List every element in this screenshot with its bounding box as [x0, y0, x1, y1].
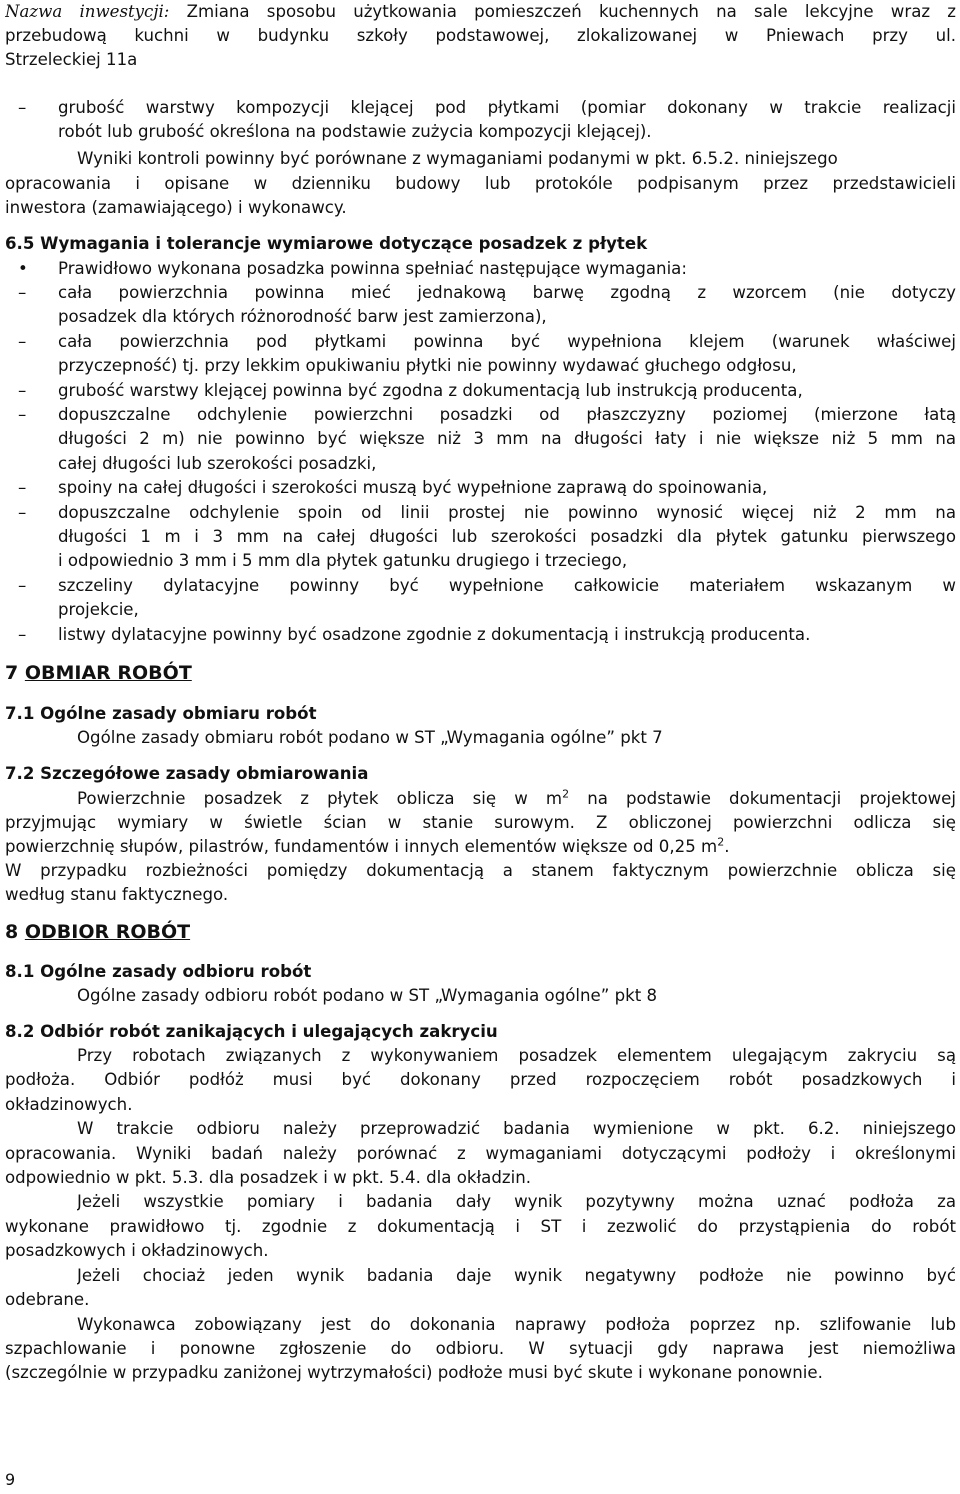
intro-dash-line-1: grubość warstwy kompozycji klejącej pod płytkami (pomiar dokonany w trakcie realizacji: [58, 98, 956, 117]
section-6-5-bullet: Prawidłowo wykonana posadzka powinna spełniać następujące wymagania:: [58, 259, 687, 278]
paragraph-line: okładzinowych.: [5, 1095, 133, 1114]
superscript: 2: [717, 835, 725, 849]
dash-marker: –: [18, 502, 27, 522]
paragraph-line: odebrane.: [5, 1290, 90, 1309]
paragraph-line: W trakcie odbioru należy przeprowadzić badania wymienione w pkt. 6.2. niniejszego: [77, 1119, 956, 1138]
section-8-2-heading: 8.2 Odbiór robót zanikających i ulegających zakryciu: [5, 1022, 498, 1041]
paragraph-line: wykonane prawidłowo tj. zgodnie z dokumentacją i ST i zezwolić do przystąpienia do robót: [5, 1217, 956, 1236]
dash-marker: –: [18, 624, 27, 644]
intro-dash-line-2: robót lub grubość określona na podstawie zużycia kompozycji klejącej).: [58, 122, 652, 141]
requirement-line: długości 1 m i 3 mm na całej długości lub szerokości posadzki dla płytek gatunku pierwszego: [58, 527, 956, 546]
section-8-heading: [5, 920, 956, 944]
s72-text-b: na podstawie dokumentacji projektowej: [569, 789, 956, 808]
s72-text-c: powierzchnię słupów, pilastrów, fundamentów i innych elementów większe od 0,25 m: [5, 837, 718, 856]
requirement-line: długości 2 m) nie powinno być większe niż 3 mm na długości łaty i nie większe niż 5 mm na: [58, 429, 956, 449]
dash-marker: –: [18, 331, 27, 351]
s72-text-a: Powierzchnie posadzek z płytek oblicza się w m: [77, 789, 563, 808]
page-number: 9: [5, 1470, 16, 1489]
requirement-line: szczeliny dylatacyjne powinny być wypełnione całkowicie materiałem wskazanym w: [58, 575, 956, 595]
header-line-2: przebudową kuchni w budynku szkoły podstawowej, zlokalizowanej w Pniewach przy ul.: [5, 26, 956, 45]
section-7-2-line-4: W przypadku rozbieżności pomiędzy dokumentacją a stanem faktycznym powierzchnie oblicza się: [5, 861, 956, 880]
header-text: Zmiana sposobu użytkowania pomieszczeń kuchennych na sale lekcyjne wraz z: [169, 2, 956, 21]
section-7-number: 7: [5, 662, 25, 684]
intro-paragraph-line-3: inwestora (zamawiającego) i wykonawcy.: [5, 198, 347, 217]
dash-marker: –: [18, 98, 27, 117]
requirement-line: spoiny na całej długości i szerokości muszą być wypełnione zaprawą do spoinowania,: [58, 478, 768, 498]
dash-marker: –: [18, 575, 27, 595]
section-7-2-line-1: [77, 787, 956, 811]
intro-paragraph-line-1: Wyniki kontroli powinny być porównane z wymaganiami podanymi w pkt. 6.5.2. niniejszego: [77, 149, 838, 168]
paragraph-line: Wykonawca zobowiązany jest do dokonania naprawy podłoża poprzez np. szlifowanie lub: [77, 1315, 956, 1334]
dash-marker: –: [18, 405, 27, 424]
section-7-title: OBMIAR ROBÓT: [24, 662, 192, 684]
requirement-line: i odpowiednio 3 mm i 5 mm dla płytek gatunku drugiego i trzeciego,: [58, 551, 628, 571]
section-7-2-line-2: przyjmując wymiary w świetle ścian w stanie surowym. Z obliczonej powierzchni odlicza się: [5, 813, 956, 832]
header-line-3: Strzeleckiej 11a: [5, 50, 138, 69]
section-8-1-text: Ogólne zasady odbioru robót podano w ST „Wymagania ogólne” pkt 8: [77, 986, 658, 1005]
requirement-line: dopuszczalne odchylenie spoin od linii prostej nie powinno wynosić więcej niż 2 mm na: [58, 502, 956, 522]
section-7-2-line-5: według stanu faktycznego.: [5, 885, 229, 904]
header-line-1: [5, 0, 956, 24]
paragraph-line: opracowania. Wyniki badań należy porównać z wymaganiami dotyczącymi podłoży i określonymi: [5, 1144, 956, 1163]
s72-text-d: .: [724, 837, 730, 856]
paragraph-line: (szczególnie w przypadku zaniżonej wytrzymałości) podłoże musi być skute i wykonane ponownie.: [5, 1363, 823, 1382]
requirement-line: listwy dylatacyjne powinny być osadzone zgodnie z dokumentacją i instrukcją producenta.: [58, 624, 811, 644]
requirement-line: całej długości lub szerokości posadzki,: [58, 453, 377, 473]
requirement-line: dopuszczalne odchylenie powierzchni posadzki od płaszczyzny poziomej (mierzone łatą: [58, 405, 956, 424]
requirement-line: posadzek dla których różnorodność barw jest zamierzona),: [58, 307, 547, 327]
superscript: 2: [562, 787, 570, 801]
requirement-line: grubość warstwy klejącej powinna być zgodna z dokumentacją lub instrukcją producenta,: [58, 380, 803, 400]
bullet-icon: •: [18, 259, 28, 278]
dash-marker: –: [18, 283, 27, 302]
section-8-1-heading: 8.1 Ogólne zasady odbioru robót: [5, 962, 312, 981]
dash-marker: –: [18, 478, 27, 498]
section-7-heading: [5, 661, 956, 685]
section-7-2-line-3: [5, 835, 956, 859]
requirement-line: projekcie,: [58, 600, 139, 620]
section-8-title: ODBIOR ROBÓT: [24, 921, 191, 943]
paragraph-line: Przy robotach związanych z wykonywaniem posadzek elementem ulegającym zakryciu są: [77, 1046, 956, 1065]
intro-paragraph-line-2: opracowania i opisane w dzienniku budowy lub protokóle podpisanym przez przedstawicieli: [5, 174, 956, 193]
paragraph-line: posadzkowych i okładzinowych.: [5, 1241, 269, 1260]
requirement-line: przyczepność) tj. przy lekkim opukiwaniu płytki nie powinny wydawać głuchego odgłosu,: [58, 356, 797, 376]
requirement-line: cała powierzchnia pod płytkami powinna być wypełniona klejem (warunek właściwej: [58, 331, 956, 351]
dash-marker: –: [18, 380, 27, 400]
paragraph-line: podłoża. Odbiór podłóż musi być dokonany przed rozpoczęciem robót posadzkowych i: [5, 1070, 956, 1089]
paragraph-line: odpowiednio w pkt. 5.3. dla posadzek i w pkt. 5.4. dla okładzin.: [5, 1168, 532, 1187]
section-6-5-heading: 6.5 Wymagania i tolerancje wymiarowe dotyczące posadzek z płytek: [5, 234, 648, 253]
paragraph-line: Jeżeli chociaż jeden wynik badania daje wynik negatywny podłoże nie powinno być: [77, 1266, 956, 1285]
requirement-line: cała powierzchnia powinna mieć jednakową barwę zgodną z wzorcem (nie dotyczy: [58, 283, 956, 302]
section-7-1-heading: 7.1 Ogólne zasady obmiaru robót: [5, 704, 317, 723]
paragraph-line: szpachlowanie i ponowne zgłoszenie do odbioru. W sytuacji gdy naprawa jest niemożliwa: [5, 1339, 956, 1358]
paragraph-line: Jeżeli wszystkie pomiary i badania dały wynik pozytywny można uznać podłoża za: [77, 1192, 956, 1211]
section-7-1-text: Ogólne zasady obmiaru robót podano w ST „Wymagania ogólne” pkt 7: [77, 728, 663, 747]
header-label: Nazwa inwestycji:: [5, 2, 170, 21]
section-8-number: 8: [5, 921, 25, 943]
section-7-2-heading: 7.2 Szczegółowe zasady obmiarowania: [5, 764, 369, 783]
